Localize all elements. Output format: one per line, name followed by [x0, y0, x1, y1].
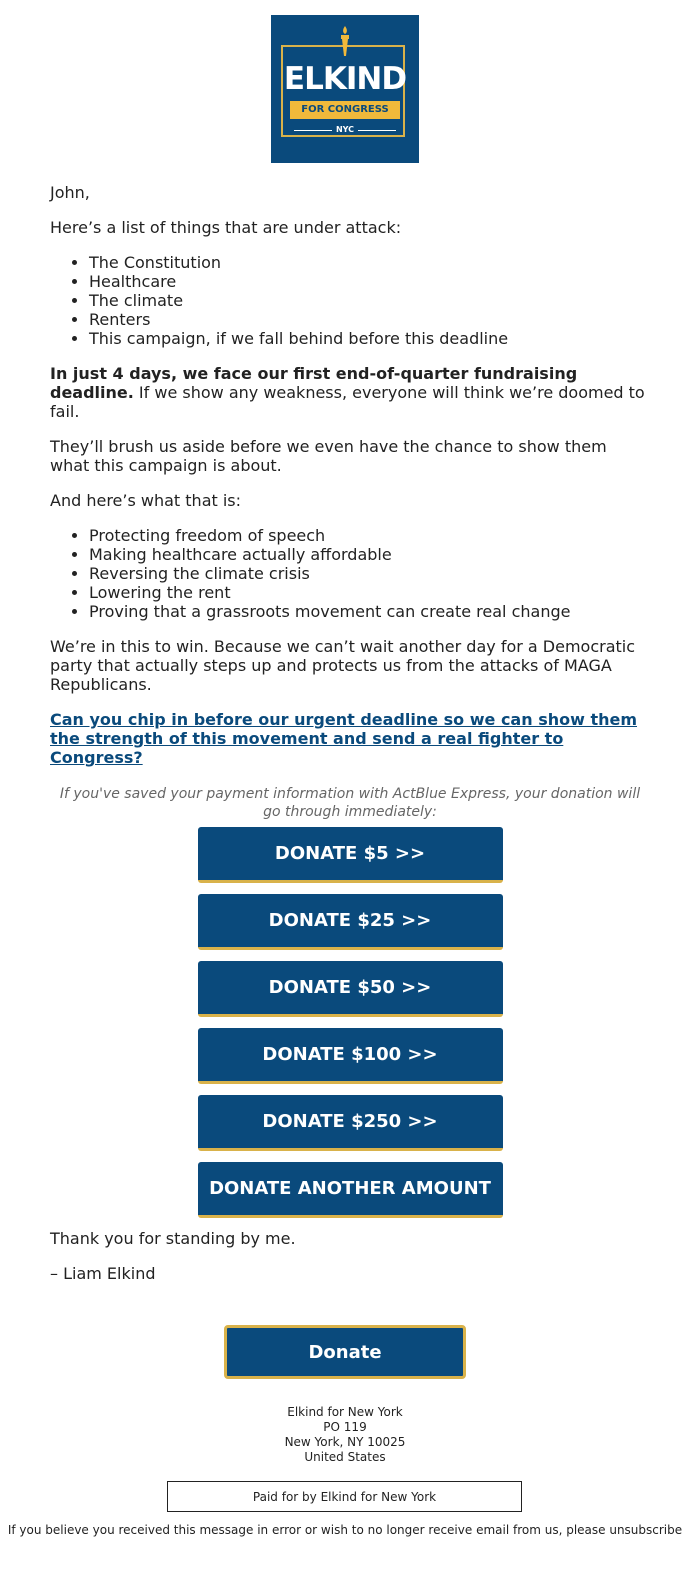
donate-250-button[interactable]: DONATE $250 >>: [198, 1095, 503, 1151]
cta-link[interactable]: Can you chip in before our urgent deadline so we can show them the strength of this movement and send a real fighter to Congress?: [50, 710, 638, 767]
torch-icon: [333, 25, 357, 59]
email-body: [50, 183, 650, 1299]
logo-name: ELKIND: [283, 61, 407, 97]
list-item: • Healthcare: [89, 272, 650, 291]
list-item: • Lowering the rent: [89, 583, 650, 602]
list-item: • Reversing the climate crisis: [89, 564, 650, 583]
heres-what-text: And here’s what that is:: [50, 491, 242, 510]
list-item: • Making healthcare actually affordable: [89, 545, 650, 564]
list-item: • Protecting freedom of speech: [89, 526, 650, 545]
donate-100-button[interactable]: DONATE $100 >>: [198, 1028, 503, 1084]
donate-50-button[interactable]: DONATE $50 >>: [198, 961, 503, 1017]
logo-band: FOR CONGRESS: [290, 101, 400, 119]
thanks-text: Thank you for standing by me.: [50, 1229, 296, 1248]
list-item: • The climate: [89, 291, 650, 310]
list-item: • The Constitution: [89, 253, 650, 272]
address-line: United States: [304, 1450, 386, 1464]
brush-paragraph: They’ll brush us aside before we even have the chance to show them what this campaign is about.: [50, 437, 607, 475]
list-item: • Renters: [89, 310, 650, 329]
donate-button[interactable]: Donate: [224, 1325, 466, 1379]
paid-for-box: Paid for by Elkind for New York: [167, 1481, 522, 1512]
intro-text: Here’s a list of things that are under attack:: [50, 218, 402, 237]
list-item: • Proving that a grassroots movement can create real change: [89, 602, 650, 621]
campaign-logo: [271, 15, 419, 163]
donate-another-amount-button[interactable]: DONATE ANOTHER AMOUNT: [198, 1162, 503, 1218]
mailing-address: [0, 1405, 690, 1465]
signature: – Liam Elkind: [50, 1264, 156, 1283]
list-item: • This campaign, if we fall behind before this deadline: [89, 329, 650, 348]
address-line: PO 119: [323, 1420, 367, 1434]
address-line: New York, NY 10025: [284, 1435, 406, 1449]
donate-25-button[interactable]: DONATE $25 >>: [198, 894, 503, 950]
attack-list: [50, 253, 650, 348]
deadline-rest: If we show any weakness, everyone will think we’re doomed to fail.: [50, 383, 645, 421]
greeting: John,: [50, 183, 90, 202]
goals-list: [50, 526, 650, 621]
donate-5-button[interactable]: DONATE $5 >>: [198, 827, 503, 883]
deadline-bold: In just 4 days, we face our first end-of-quarter fundraising deadline.: [50, 364, 578, 402]
actblue-note: If you've saved your payment information with ActBlue Express, your donation will go through immediately:: [59, 786, 641, 820]
win-paragraph: We’re in this to win. Because we can’t wait another day for a Democratic party that actually steps up and protects us from the attacks of MAGA Republicans.: [50, 637, 636, 694]
logo-city: NYC: [290, 124, 400, 136]
address-line: Elkind for New York: [287, 1405, 403, 1419]
deadline-paragraph: [50, 364, 650, 421]
unsubscribe-text[interactable]: If you believe you received this message in error or wish to no longer receive email from us, please unsubscribe: [7, 1523, 683, 1537]
